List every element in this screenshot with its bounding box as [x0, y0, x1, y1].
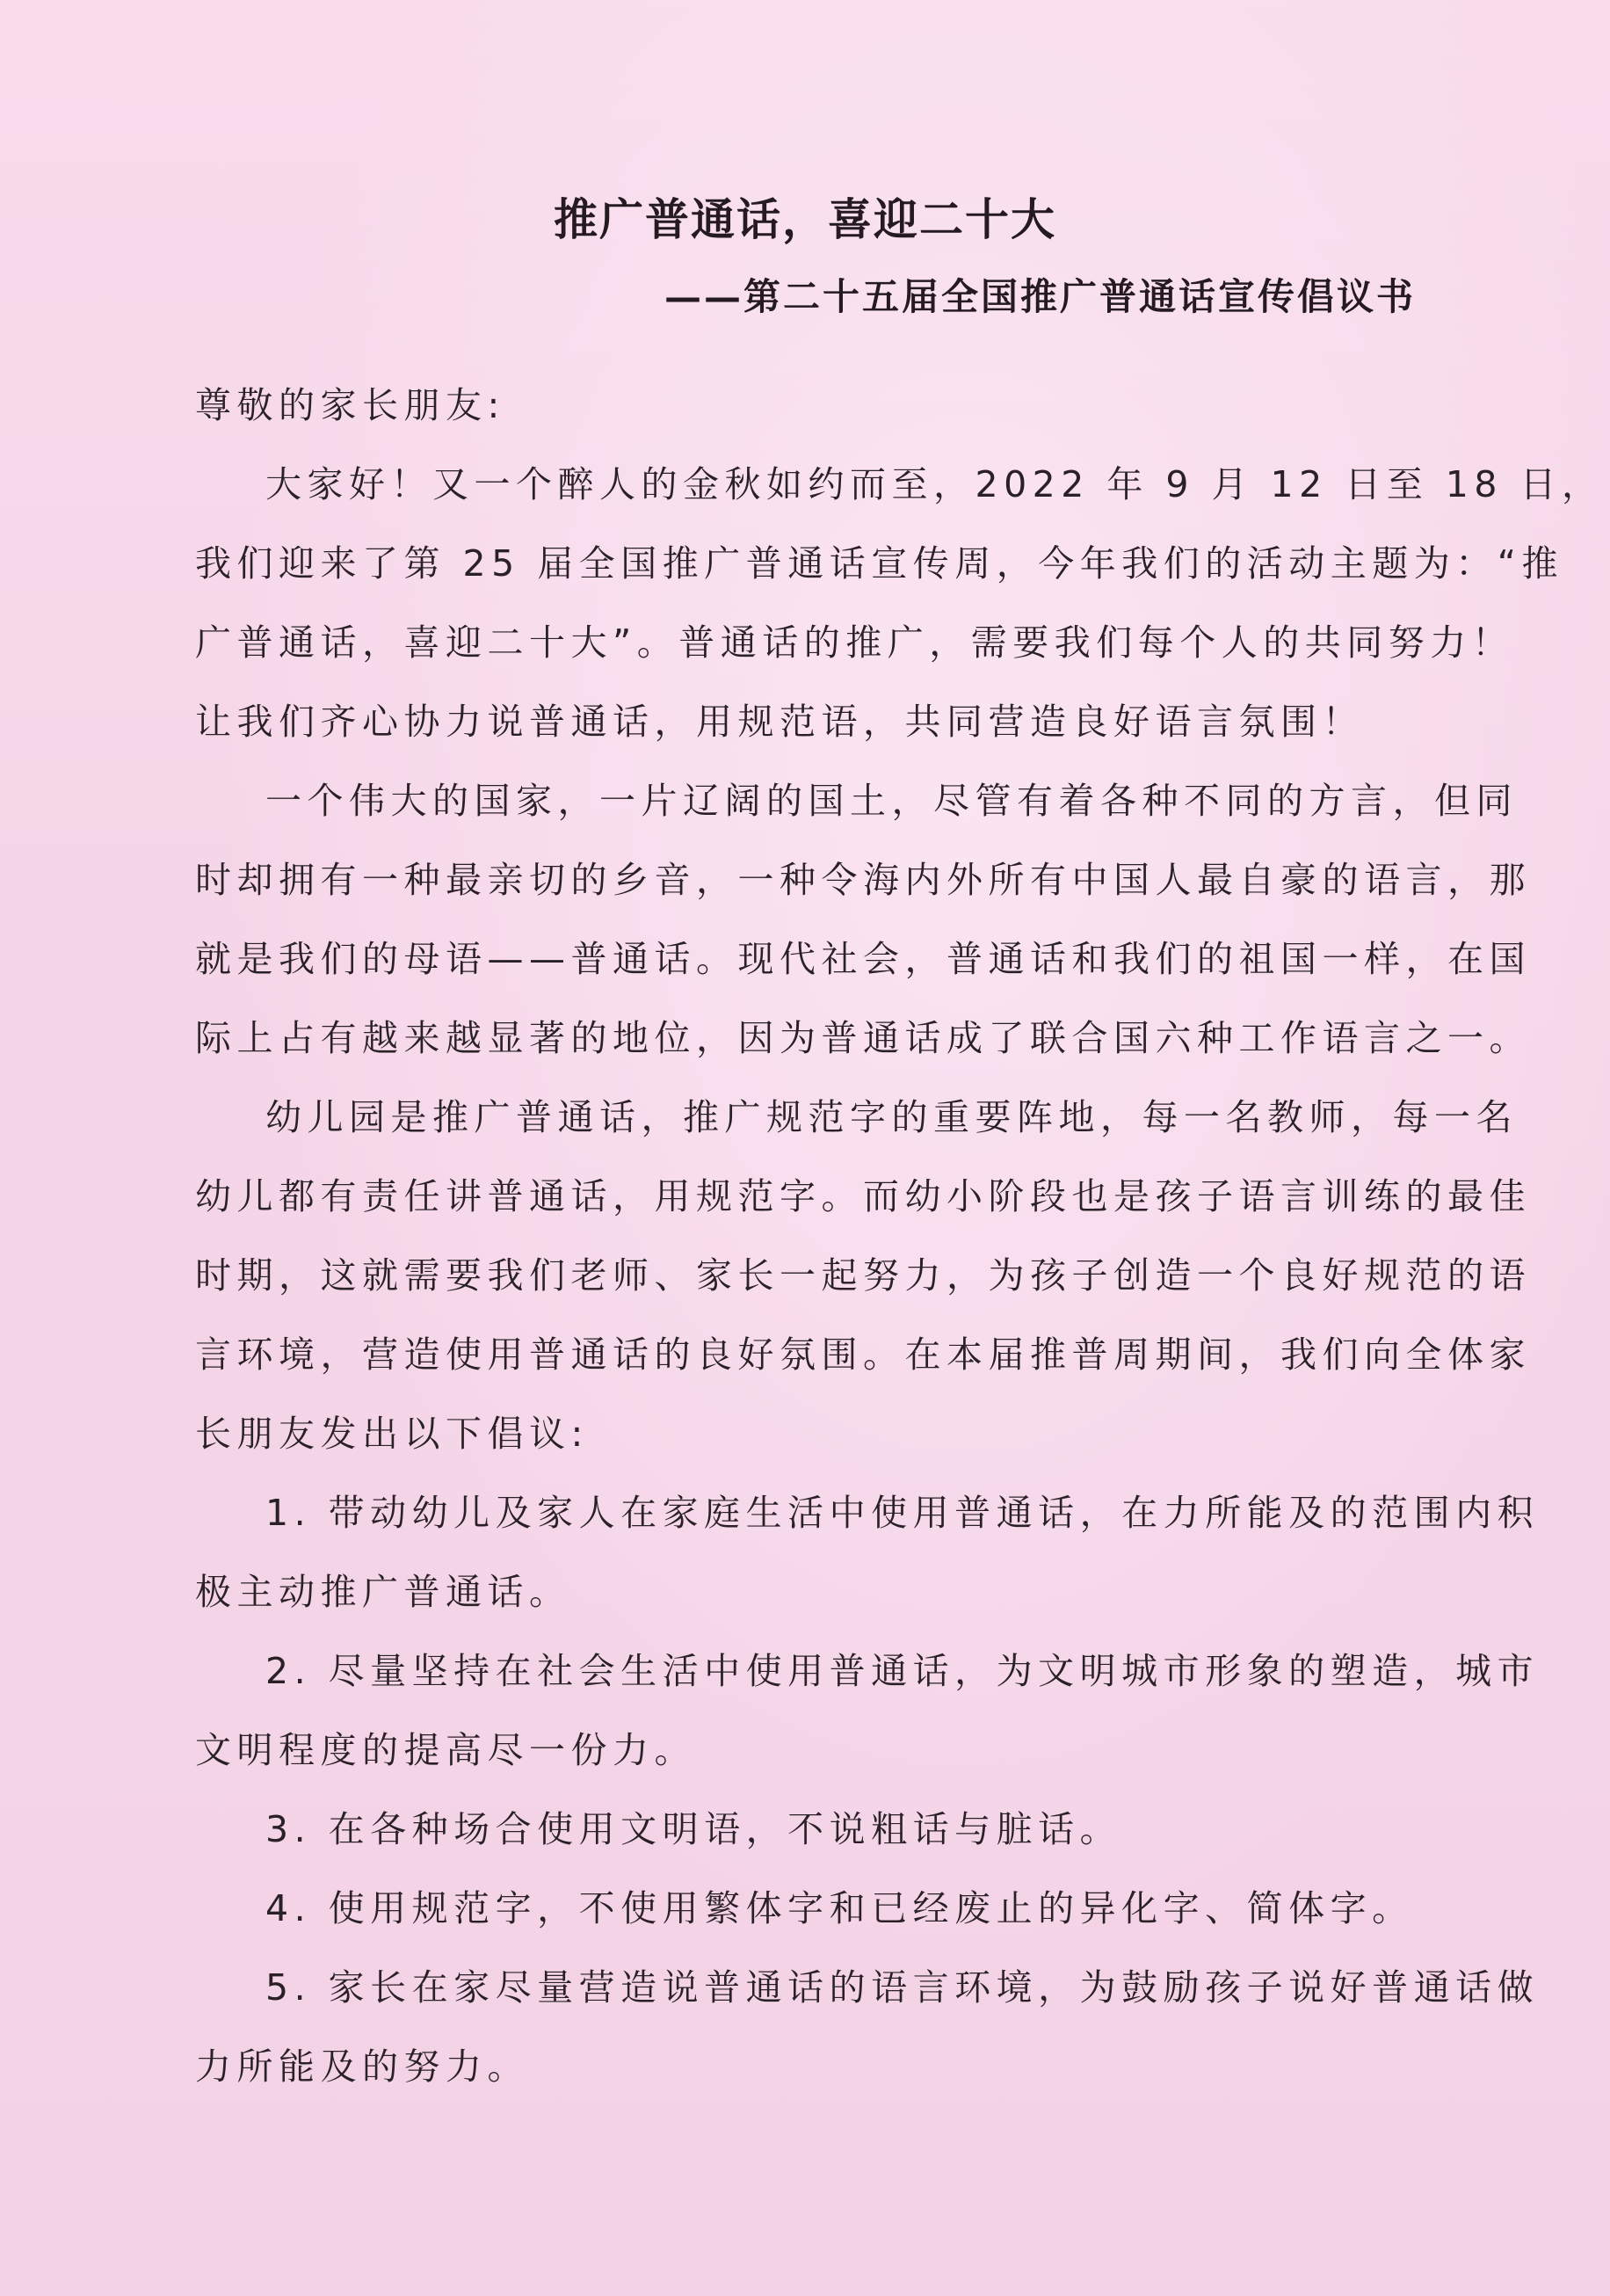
paragraph-3-line-1: 幼儿园是推广普通话，推广规范字的重要阵地，每一名教师，每一名 — [265, 1096, 1518, 1138]
paragraph-3-line-2: 幼儿都有责任讲普通话，用规范字。而幼小阶段也是孩子语言训练的最佳 — [195, 1175, 1531, 1217]
paragraph-1-line-1: 大家好！又一个醉人的金秋如约而至，2022 年 9 月 12 日至 18 日， — [265, 463, 1604, 505]
document-subtitle: ——第二十五届全国推广普通话宣传倡议书 — [664, 275, 1417, 318]
paragraph-2-line-1: 一个伟大的国家，一片辽阔的国土，尽管有着各种不同的方言，但同 — [265, 780, 1518, 822]
proposal-1-line-2: 极主动推广普通话。 — [195, 1571, 571, 1613]
paragraph-1-line-4: 让我们齐心协力说普通话，用规范语，共同营造良好语言氛围！ — [195, 701, 1364, 743]
proposal-4: 4. 使用规范字，不使用繁体字和已经废止的异化字、简体字。 — [265, 1887, 1414, 1929]
proposal-2-line-2: 文明程度的提高尽一份力。 — [195, 1729, 696, 1771]
paragraph-2-line-3: 就是我们的母语——普通话。现代社会，普通话和我们的祖国一样，在国 — [195, 938, 1531, 980]
salutation: 尊敬的家长朋友: — [195, 384, 505, 426]
paragraph-2-line-2: 时却拥有一种最亲切的乡音，一种令海内外所有中国人最自豪的语言，那 — [195, 859, 1531, 901]
proposal-3: 3. 在各种场合使用文明语，不说粗话与脏话。 — [265, 1808, 1122, 1850]
paragraph-3-line-5: 长朋友发出以下倡议: — [195, 1413, 589, 1455]
proposal-5-line-1: 5. 家长在家尽量营造说普通话的语言环境，为鼓励孩子说好普通话做 — [265, 1966, 1540, 2009]
proposal-1-line-1: 1. 带动幼儿及家人在家庭生活中使用普通话，在力所能及的范围内积 — [265, 1492, 1540, 1534]
paragraph-3-line-3: 时期，这就需要我们老师、家长一起努力，为孩子创造一个良好规范的语 — [195, 1254, 1531, 1297]
document-title: 推广普通话，喜迎二十大 — [554, 193, 1056, 245]
proposal-2-line-1: 2. 尽量坚持在社会生活中使用普通话，为文明城市形象的塑造，城市 — [265, 1650, 1540, 1692]
paragraph-2-line-4: 际上占有越来越显著的地位，因为普通话成了联合国六种工作语言之一。 — [195, 1017, 1531, 1059]
proposal-5-line-2: 力所能及的努力。 — [195, 2045, 529, 2088]
paragraph-3-line-4: 言环境，营造使用普通话的良好氛围。在本届推普周期间，我们向全体家 — [195, 1333, 1531, 1376]
paragraph-1-line-2: 我们迎来了第 25 届全国推广普通话宣传周，今年我们的活动主题为：“推 — [195, 542, 1563, 585]
paragraph-1-line-3: 广普通话，喜迎二十大”。普通话的推广，需要我们每个人的共同努力！ — [195, 621, 1514, 664]
